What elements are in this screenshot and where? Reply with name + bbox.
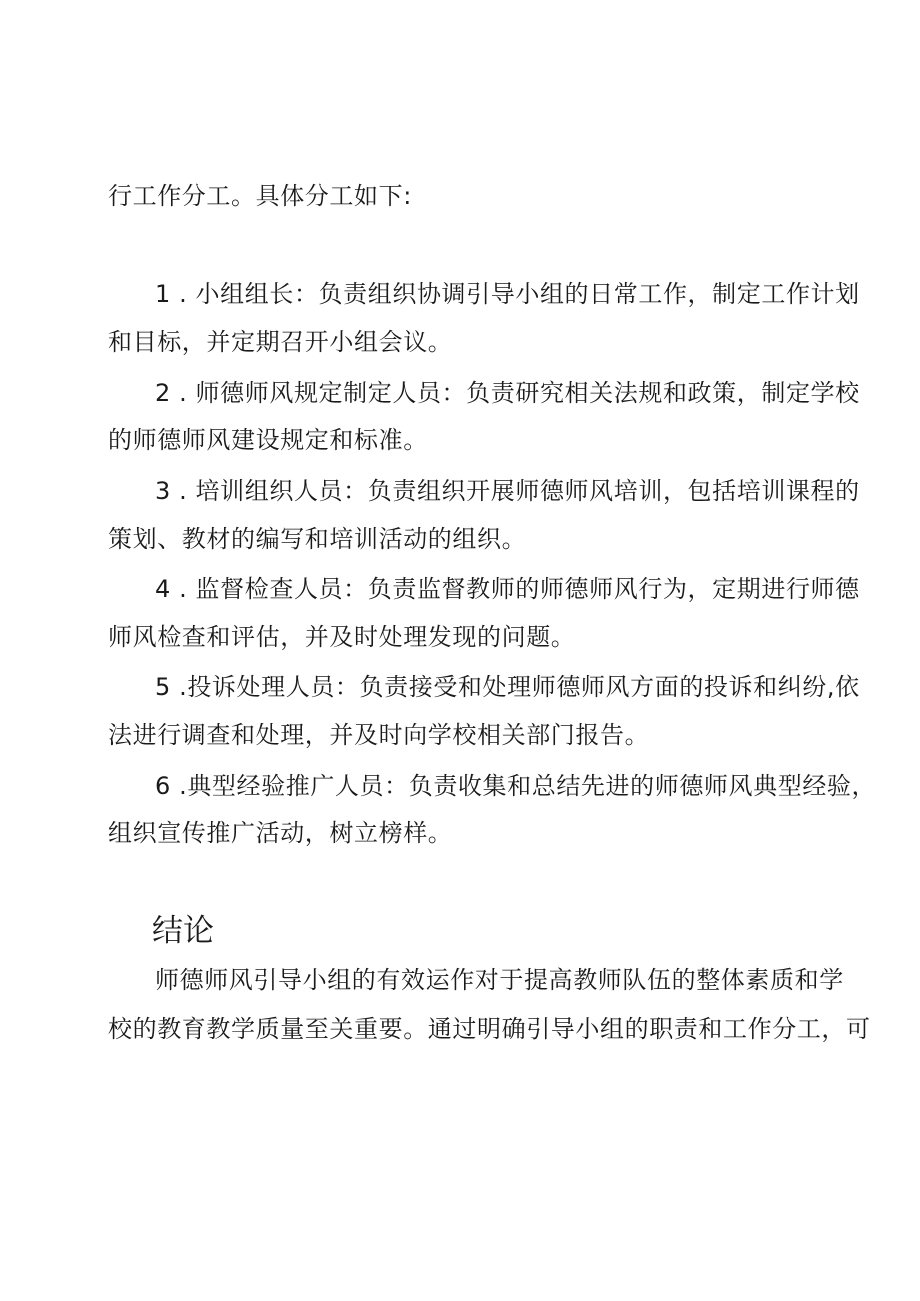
- list-item-1-line-2: 和目标，并定期召开小组会议。: [108, 328, 453, 356]
- list-item-4-line-1: 4 . 监督检查人员：负责监督教师的师德师风行为，定期进行师德: [155, 575, 860, 603]
- list-item-5-line-1: 5 .投诉处理人员：负责接受和处理师德师风方面的投诉和纠纷,依: [155, 673, 860, 701]
- list-item-6-line-1: 6 .典型经验推广人员：负责收集和总结先进的师德师风典型经验，: [155, 772, 877, 800]
- conclusion-line-2: 校的教育教学质量至关重要。通过明确引导小组的职责和工作分工，可: [108, 1015, 871, 1043]
- conclusion-line-1: 师德师风引导小组的有效运作对于提高教师队伍的整体素质和学: [155, 966, 844, 994]
- list-item-2-line-2: 的师德师风建设规定和标准。: [108, 426, 428, 454]
- list-item-3-line-1: 3 . 培训组织人员：负责组织开展师德师风培训，包括培训课程的: [155, 477, 860, 505]
- conclusion-heading: 结论: [152, 913, 214, 949]
- list-item-1-line-1: 1 . 小组组长：负责组织协调引导小组的日常工作，制定工作计划: [155, 280, 860, 308]
- list-item-6-line-2: 组织宣传推广活动，树立榜样。: [108, 819, 453, 847]
- intro-line: 行工作分工。具体分工如下:: [108, 182, 412, 210]
- list-item-5-line-2: 法进行调查和处理，并及时向学校相关部门报告。: [108, 721, 650, 749]
- list-item-4-line-2: 师风检查和评估，并及时处理发现的问题。: [108, 623, 576, 651]
- list-item-2-line-1: 2 . 师德师风规定制定人员：负责研究相关法规和政策，制定学校: [155, 379, 860, 407]
- list-item-3-line-2: 策划、教材的编写和培训活动的组织。: [108, 525, 527, 553]
